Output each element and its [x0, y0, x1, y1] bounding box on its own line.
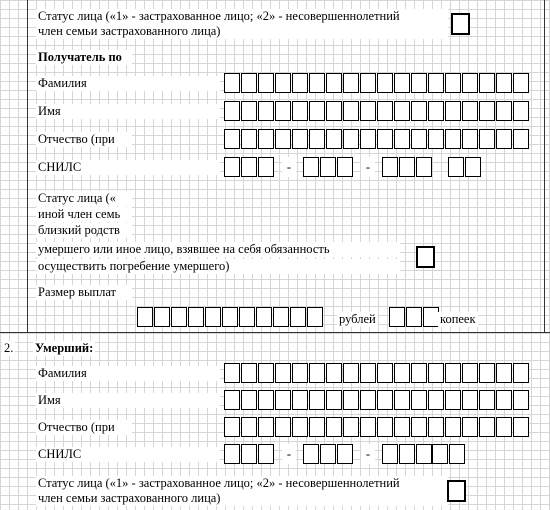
char-cell[interactable]	[394, 417, 410, 437]
char-cell[interactable]	[309, 73, 325, 93]
char-cell[interactable]	[224, 101, 240, 121]
recipient-status-line2: иной член семь	[36, 207, 132, 222]
char-cell[interactable]	[326, 101, 342, 121]
char-cell[interactable]	[394, 129, 410, 149]
recipient-status-checkbox[interactable]	[416, 246, 435, 268]
char-cell[interactable]	[241, 417, 257, 437]
char-cell[interactable]	[309, 363, 325, 383]
char-cell[interactable]	[479, 390, 495, 410]
char-cell[interactable]	[377, 390, 393, 410]
char-cell[interactable]	[445, 390, 461, 410]
char-cell[interactable]	[377, 73, 393, 93]
char-cell[interactable]	[326, 363, 342, 383]
snils-separator: -	[282, 444, 296, 464]
char-cell[interactable]	[448, 157, 464, 177]
char-cell[interactable]	[411, 363, 427, 383]
char-cell[interactable]	[394, 363, 410, 383]
char-cell[interactable]	[360, 363, 376, 383]
char-cell[interactable]	[292, 363, 308, 383]
char-cell[interactable]	[513, 101, 529, 121]
char-cell[interactable]	[399, 444, 415, 464]
char-cell[interactable]	[292, 73, 308, 93]
snils-separator: -	[361, 157, 375, 177]
char-cell[interactable]	[445, 417, 461, 437]
char-cell[interactable]	[241, 73, 257, 93]
char-cell[interactable]	[309, 101, 325, 121]
char-cell[interactable]	[303, 444, 319, 464]
char-cell[interactable]	[423, 307, 439, 327]
char-cell[interactable]	[224, 157, 240, 177]
first-name-field[interactable]	[224, 101, 530, 121]
char-cell[interactable]	[462, 73, 478, 93]
char-cell[interactable]	[275, 390, 291, 410]
char-cell[interactable]	[496, 390, 512, 410]
char-cell[interactable]	[428, 363, 444, 383]
deceased-last-name-label: Фамилия	[36, 366, 220, 381]
rubles-field[interactable]	[137, 307, 324, 327]
char-cell[interactable]	[445, 101, 461, 121]
char-cell[interactable]	[343, 417, 359, 437]
char-cell[interactable]	[411, 390, 427, 410]
char-cell[interactable]	[258, 417, 274, 437]
char-cell[interactable]	[241, 101, 257, 121]
char-cell[interactable]	[428, 390, 444, 410]
char-cell[interactable]	[239, 307, 255, 327]
deceased-last-name-field[interactable]	[224, 363, 530, 383]
snils-separator: -	[282, 157, 296, 177]
char-cell[interactable]	[513, 73, 529, 93]
char-cell[interactable]	[496, 73, 512, 93]
char-cell[interactable]	[445, 73, 461, 93]
char-cell[interactable]	[292, 129, 308, 149]
deceased-patronymic-field[interactable]	[224, 417, 530, 437]
char-cell[interactable]	[394, 73, 410, 93]
char-cell[interactable]	[224, 129, 240, 149]
first-name-label: Имя	[36, 104, 220, 119]
char-cell[interactable]	[241, 390, 257, 410]
deceased-status-checkbox[interactable]	[447, 480, 466, 502]
section-divider	[0, 332, 550, 333]
char-cell[interactable]	[224, 73, 240, 93]
char-cell[interactable]	[343, 363, 359, 383]
char-cell[interactable]	[205, 307, 221, 327]
char-cell[interactable]	[326, 129, 342, 149]
char-cell[interactable]	[343, 101, 359, 121]
recipient-status-line1: Статус лица («	[36, 191, 132, 206]
char-cell[interactable]	[320, 444, 336, 464]
snils-label: СНИЛС	[36, 160, 220, 175]
recipient-status-line4: умершего или иное лицо, взявшее на себя обязанность	[36, 242, 400, 257]
char-cell[interactable]	[292, 101, 308, 121]
char-cell[interactable]	[258, 101, 274, 121]
char-cell[interactable]	[496, 101, 512, 121]
char-cell[interactable]	[224, 390, 240, 410]
char-cell[interactable]	[337, 157, 353, 177]
char-cell[interactable]	[154, 307, 170, 327]
char-cell[interactable]	[394, 101, 410, 121]
rubles-label: рублей	[339, 312, 376, 326]
char-cell[interactable]	[479, 417, 495, 437]
char-cell[interactable]	[432, 444, 448, 464]
char-cell[interactable]	[137, 307, 153, 327]
char-cell[interactable]	[462, 129, 478, 149]
char-cell[interactable]	[449, 444, 465, 464]
patronymic-field[interactable]	[224, 129, 530, 149]
char-cell[interactable]	[382, 444, 398, 464]
char-cell[interactable]	[275, 417, 291, 437]
char-cell[interactable]	[360, 390, 376, 410]
char-cell[interactable]	[241, 157, 257, 177]
char-cell[interactable]	[241, 444, 257, 464]
left-border	[27, 0, 28, 332]
char-cell[interactable]	[411, 101, 427, 121]
char-cell[interactable]	[479, 101, 495, 121]
amount-label: Размер выплат	[36, 285, 132, 300]
char-cell[interactable]	[326, 390, 342, 410]
char-cell[interactable]	[513, 390, 529, 410]
char-cell[interactable]	[256, 307, 272, 327]
char-cell[interactable]	[309, 417, 325, 437]
char-cell[interactable]	[411, 73, 427, 93]
char-cell[interactable]	[307, 307, 323, 327]
char-cell[interactable]	[465, 157, 481, 177]
deceased-snils-label: СНИЛС	[36, 447, 220, 462]
snils-field[interactable]	[224, 157, 482, 177]
char-cell[interactable]	[258, 390, 274, 410]
char-cell[interactable]	[399, 157, 415, 177]
deceased-status-line1: Статус лица («1» - застрахованное лицо; «2» - несовершеннолетний	[36, 476, 448, 491]
char-cell[interactable]	[275, 129, 291, 149]
char-cell[interactable]	[326, 417, 342, 437]
char-cell[interactable]	[428, 73, 444, 93]
char-cell[interactable]	[343, 129, 359, 149]
char-cell[interactable]	[224, 417, 240, 437]
char-cell[interactable]	[292, 390, 308, 410]
status-label-line1: Статус лица («1» - застрахованное лицо; «2» - несовершеннолетний	[36, 9, 448, 24]
char-cell[interactable]	[290, 307, 306, 327]
status-checkbox[interactable]	[451, 13, 470, 35]
char-cell[interactable]	[222, 307, 238, 327]
char-cell[interactable]	[171, 307, 187, 327]
char-cell[interactable]	[428, 129, 444, 149]
char-cell[interactable]	[258, 363, 274, 383]
char-cell[interactable]	[360, 101, 376, 121]
char-cell[interactable]	[326, 73, 342, 93]
char-cell[interactable]	[320, 157, 336, 177]
section-number: 2.	[4, 341, 14, 355]
deceased-status-line2: член семьи застрахованного лица)	[36, 491, 448, 506]
char-cell[interactable]	[258, 73, 274, 93]
char-cell[interactable]	[389, 307, 405, 327]
char-cell[interactable]	[343, 390, 359, 410]
char-cell[interactable]	[360, 129, 376, 149]
char-cell[interactable]	[445, 363, 461, 383]
char-cell[interactable]	[224, 444, 240, 464]
char-cell[interactable]	[377, 129, 393, 149]
last-name-field[interactable]	[224, 73, 530, 93]
char-cell[interactable]	[462, 101, 478, 121]
char-cell[interactable]	[258, 157, 274, 177]
char-cell[interactable]	[241, 363, 257, 383]
right-border	[544, 0, 545, 332]
char-cell[interactable]	[292, 417, 308, 437]
char-cell[interactable]	[275, 363, 291, 383]
char-cell[interactable]	[343, 73, 359, 93]
char-cell[interactable]	[337, 444, 353, 464]
char-cell[interactable]	[377, 417, 393, 437]
char-cell[interactable]	[462, 417, 478, 437]
last-name-label: Фамилия	[36, 76, 220, 91]
char-cell[interactable]	[428, 101, 444, 121]
char-cell[interactable]	[513, 417, 529, 437]
char-cell[interactable]	[275, 73, 291, 93]
char-cell[interactable]	[479, 129, 495, 149]
char-cell[interactable]	[273, 307, 289, 327]
char-cell[interactable]	[377, 101, 393, 121]
char-cell[interactable]	[513, 129, 529, 149]
deceased-patronymic-label: Отчество (при	[36, 420, 132, 435]
char-cell[interactable]	[411, 417, 427, 437]
recipient-status-line3: близкий родств	[36, 223, 132, 238]
char-cell[interactable]	[513, 363, 529, 383]
char-cell[interactable]	[479, 363, 495, 383]
char-cell[interactable]	[428, 417, 444, 437]
char-cell[interactable]	[445, 129, 461, 149]
char-cell[interactable]	[462, 363, 478, 383]
char-cell[interactable]	[416, 157, 432, 177]
char-cell[interactable]	[309, 390, 325, 410]
char-cell[interactable]	[394, 390, 410, 410]
char-cell[interactable]	[241, 129, 257, 149]
char-cell[interactable]	[258, 444, 274, 464]
char-cell[interactable]	[411, 129, 427, 149]
deceased-heading: Умерший:	[35, 341, 94, 355]
char-cell[interactable]	[382, 157, 398, 177]
status-label-line2: член семьи застрахованного лица)	[36, 24, 448, 39]
char-cell[interactable]	[462, 390, 478, 410]
deceased-snils-field[interactable]	[224, 444, 466, 464]
char-cell[interactable]	[275, 101, 291, 121]
char-cell[interactable]	[258, 129, 274, 149]
snils-separator: -	[361, 444, 375, 464]
kopeks-field[interactable]	[389, 307, 440, 327]
char-cell[interactable]	[360, 417, 376, 437]
char-cell[interactable]	[309, 129, 325, 149]
char-cell[interactable]	[479, 73, 495, 93]
char-cell[interactable]	[188, 307, 204, 327]
deceased-first-name-field[interactable]	[224, 390, 530, 410]
patronymic-label: Отчество (при	[36, 132, 132, 147]
char-cell[interactable]	[224, 363, 240, 383]
deceased-first-name-label: Имя	[36, 393, 220, 408]
recipient-status-line5: осуществить погребение умершего)	[36, 259, 400, 274]
char-cell[interactable]	[496, 417, 512, 437]
char-cell[interactable]	[496, 129, 512, 149]
char-cell[interactable]	[406, 307, 422, 327]
char-cell[interactable]	[360, 73, 376, 93]
char-cell[interactable]	[496, 363, 512, 383]
recipient-heading: Получатель по	[36, 50, 132, 65]
kopeks-label: копеек	[440, 312, 476, 326]
char-cell[interactable]	[303, 157, 319, 177]
char-cell[interactable]	[416, 444, 432, 464]
char-cell[interactable]	[377, 363, 393, 383]
